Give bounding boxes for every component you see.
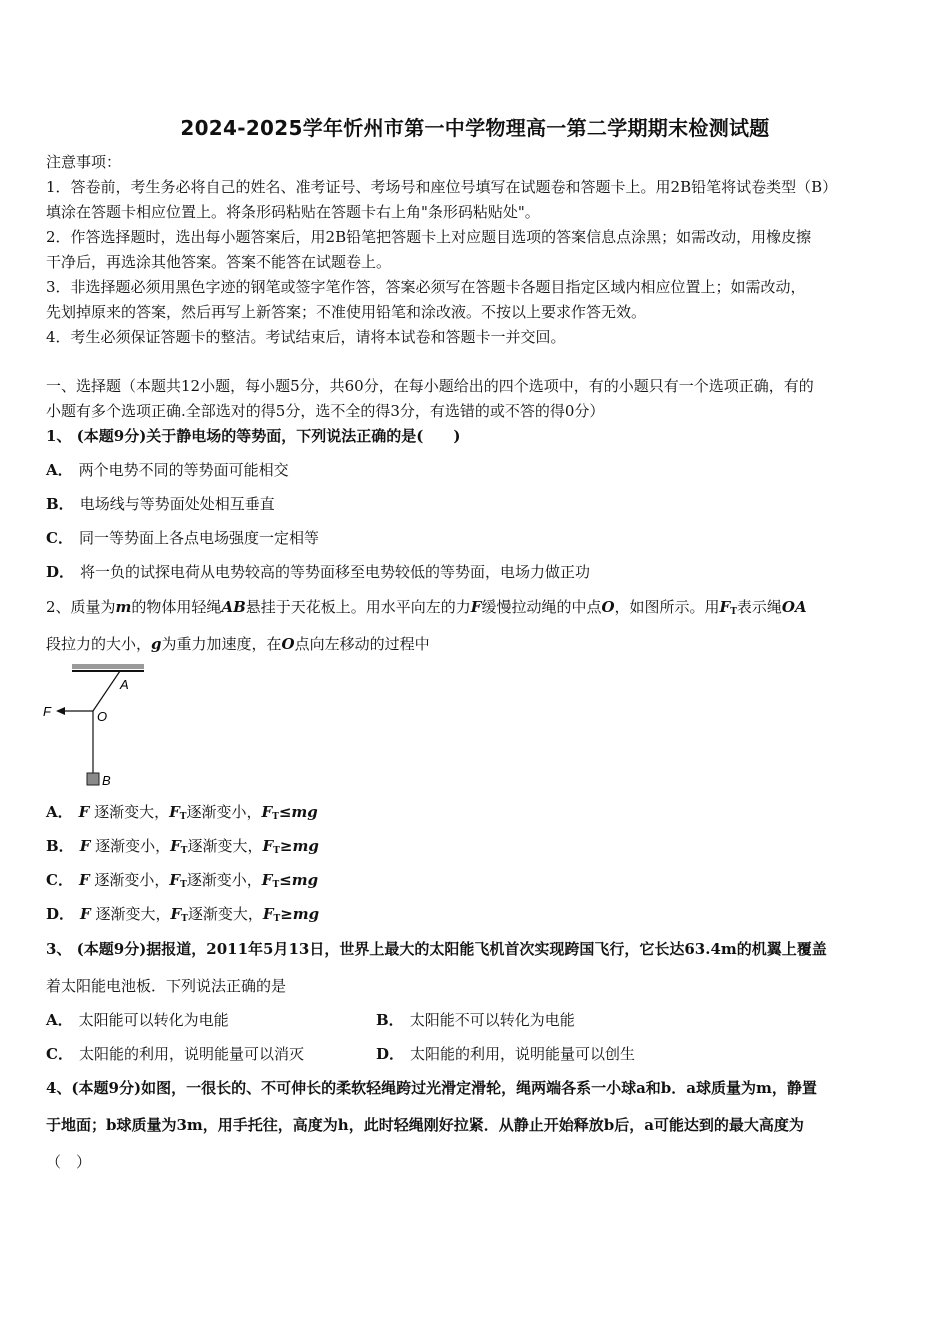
option-label: A． xyxy=(46,1011,73,1029)
subscript: T xyxy=(272,812,279,822)
var-ft: F xyxy=(170,905,182,923)
var-f: F xyxy=(79,837,91,855)
var-o: O xyxy=(281,635,295,653)
option-text: 电场线与等势面处处相互垂直 xyxy=(79,495,275,513)
section-heading-cont: 小题有多个选项正确.全部选对的得5分，选不全的得3分，有选错的或不答的得0分） xyxy=(46,402,605,420)
var-ft: F xyxy=(169,871,181,889)
relation: ≤mg xyxy=(278,803,318,821)
var-ft: F xyxy=(262,905,274,923)
text: 逐渐变大， xyxy=(94,803,170,821)
question-4-blank: （ ） xyxy=(46,1153,92,1171)
var-ft: F xyxy=(261,871,273,889)
mass-block xyxy=(87,773,99,785)
option-text: 太阳能可以转化为电能 xyxy=(78,1011,229,1029)
q1-option-a xyxy=(46,460,289,480)
notice-line: 填涂在答题卡相应位置上。将条形码粘贴在答题卡右上角"条形码粘贴处"。 xyxy=(46,203,540,221)
var-f: F xyxy=(80,905,91,923)
var-ft: F xyxy=(719,598,731,616)
notice-line: 2．作答选择题时，选出每小题答案后，用2B铅笔把答题卡上对应题目选项的答案信息点涂黑；如需改动，用橡皮擦 xyxy=(46,228,812,246)
section-heading: 一、选择题（本题共12小题，每小题5分，共60分，在每小题给出的四个选项中，有的小题只有一个选项正确，有的 xyxy=(46,377,814,395)
text: ，如图所示。用 xyxy=(614,598,720,616)
option-label: C． xyxy=(46,1045,73,1063)
rope-figure xyxy=(40,660,150,790)
var-oa: OA xyxy=(781,598,807,616)
option-text: 太阳能的利用，说明能量可以消灭 xyxy=(78,1045,304,1063)
label-o: O xyxy=(97,709,108,724)
subscript: T xyxy=(273,846,280,856)
relation: ≥mg xyxy=(280,905,320,923)
text: 悬挂于天花板上。用水平向左的力 xyxy=(245,598,471,616)
subscript: T xyxy=(273,914,281,924)
var-ft: F xyxy=(262,837,274,855)
text: 表示绳 xyxy=(736,598,782,616)
q2-option-a xyxy=(46,802,318,827)
text: 逐渐变小， xyxy=(95,837,171,855)
label-f: F xyxy=(43,704,51,719)
q3-option-c xyxy=(46,1044,304,1064)
question-4-stem: 4、(本题9分)如图，一很长的、不可伸长的柔软轻绳跨过光滑定滑轮，绳两端各系一小球a和b．a球质量为m，静置 xyxy=(46,1079,817,1097)
var-f: F xyxy=(78,871,90,889)
var-ab: AB xyxy=(221,598,246,616)
q2-option-b xyxy=(46,836,319,861)
arrow-icon xyxy=(56,707,65,715)
q1-option-c xyxy=(46,528,319,548)
page-title: 2024-2025学年忻州市第一中学物理高一第二学期期末检测试题 xyxy=(180,116,770,140)
question-3-stem-cont: 着太阳能电池板．下列说法正确的是 xyxy=(46,977,287,995)
q2-option-c xyxy=(46,870,318,895)
rope-oa xyxy=(93,671,120,711)
option-text: 太阳能的利用，说明能量可以创生 xyxy=(410,1045,636,1063)
option-text: 两个电势不同的等势面可能相交 xyxy=(78,461,289,479)
question-1-stem: 1、 (本题9分)关于静电场的等势面，下列说法正确的是( ) xyxy=(46,427,461,445)
notice-line: 3．非选择题必须用黑色字迹的钢笔或签字笔作答，答案必须写在答题卡各题目指定区域内相应位置上；如需改动， xyxy=(46,278,806,296)
text: 缓慢拉动绳的中点 xyxy=(481,598,602,616)
subscript: T xyxy=(730,607,737,617)
option-label: B． xyxy=(46,495,74,513)
text: 逐渐变小， xyxy=(186,803,262,821)
text: 2、质量为 xyxy=(46,598,116,616)
var-ft: F xyxy=(169,803,180,821)
option-label: D． xyxy=(376,1045,405,1063)
option-label: A． xyxy=(46,461,73,479)
option-label: B． xyxy=(376,1011,404,1029)
question-4-stem-cont: 于地面；b球质量为3m，用手托往，高度为h，此时轻绳刚好拉紧．从静止开始释放b后，a可能达到的最大高度为 xyxy=(46,1116,804,1134)
var-f: F xyxy=(470,598,482,616)
notice-line: 先划掉原来的答案，然后再写上新答案；不准使用铅笔和涂改液。不按以上要求作答无效。 xyxy=(46,303,647,321)
var-ft: F xyxy=(170,837,181,855)
notice-line: 4．考生必须保证答题卡的整洁。考试结束后，请将本试卷和答题卡一并交回。 xyxy=(46,328,566,346)
q3-option-a xyxy=(46,1010,229,1030)
option-label: C． xyxy=(46,529,73,547)
ceiling-hatch xyxy=(72,664,144,669)
var-m: m xyxy=(115,598,132,616)
text: 段拉力的大小， xyxy=(46,635,152,653)
text: 为重力加速度，在 xyxy=(161,635,282,653)
option-text: 将一负的试探电荷从电势较高的等势面移至电势较低的等势面，电场力做正功 xyxy=(80,563,591,581)
option-label: A． xyxy=(46,803,73,821)
option-text: 同一等势面上各点电场强度一定相等 xyxy=(78,529,319,547)
subscript: T xyxy=(181,914,188,924)
notice-heading: 注意事项： xyxy=(46,153,122,171)
q1-option-d xyxy=(46,562,590,582)
option-label: C． xyxy=(46,871,73,889)
label-a: A xyxy=(120,677,129,692)
option-label: D． xyxy=(46,563,75,581)
q1-option-b xyxy=(46,494,275,514)
relation: ≥mg xyxy=(279,837,319,855)
subscript: T xyxy=(272,880,280,890)
var-g: g xyxy=(151,635,162,653)
text: 逐渐变小， xyxy=(186,871,262,889)
option-label: B． xyxy=(46,837,74,855)
subscript: T xyxy=(180,846,188,856)
q3-option-d xyxy=(376,1044,635,1064)
subscript: T xyxy=(180,880,187,890)
notice-line: 1．答卷前，考生务必将自己的姓名、准考证号、考场号和座位号填写在试题卷和答题卡上。用2B铅笔将试卷类型（B） xyxy=(46,178,838,196)
question-3-stem: 3、 (本题9分)据报道，2011年5月13日，世界上最大的太阳能飞机首次实现跨国飞行，它长达63.4m的机翼上覆盖 xyxy=(46,940,827,958)
text: 逐渐变大， xyxy=(187,837,263,855)
var-ft: F xyxy=(261,803,273,821)
option-text: 太阳能不可以转化为电能 xyxy=(409,1011,575,1029)
text: 点向左移动的过程中 xyxy=(294,635,430,653)
q3-option-b xyxy=(376,1010,575,1030)
question-2-stem xyxy=(46,597,916,622)
relation: ≤mg xyxy=(279,871,319,889)
notice-line: 干净后，再选涂其他答案。答案不能答在试题卷上。 xyxy=(46,253,392,271)
var-f: F xyxy=(78,803,90,821)
var-o: O xyxy=(601,598,615,616)
question-2-stem-cont xyxy=(46,634,916,654)
label-b: B xyxy=(102,773,111,788)
q2-option-d xyxy=(46,904,319,929)
subscript: T xyxy=(179,812,187,822)
text: 逐渐变大， xyxy=(187,905,263,923)
option-label: D． xyxy=(46,905,75,923)
text: 逐渐变小， xyxy=(94,871,170,889)
text: 的物体用轻绳 xyxy=(131,598,222,616)
text: 逐渐变大， xyxy=(95,905,171,923)
